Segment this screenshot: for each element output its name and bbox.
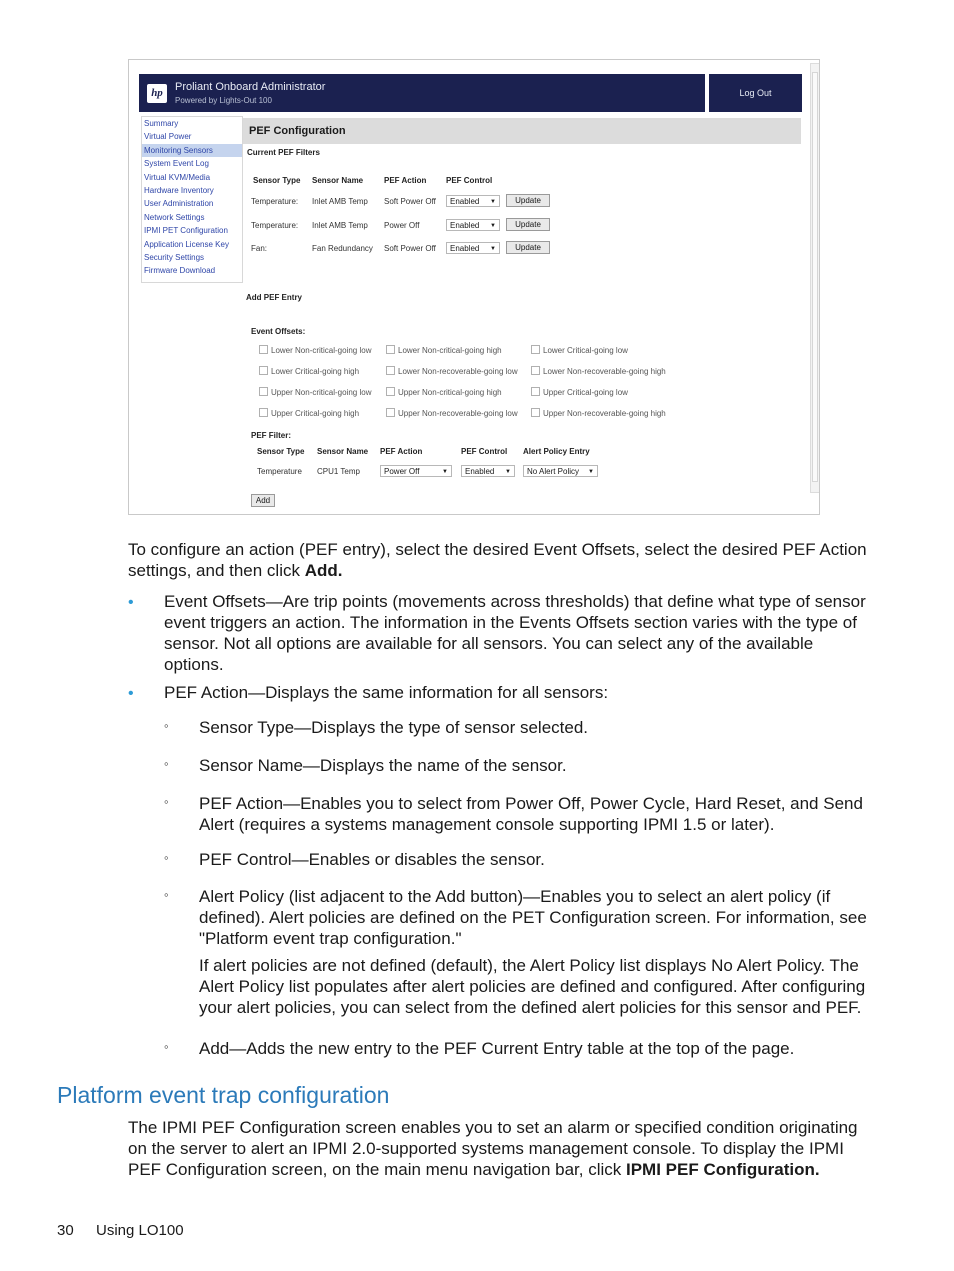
content-pane [243, 116, 801, 511]
filter-row-3-update-button[interactable]: Update [506, 241, 550, 254]
new-filter-name: CPU1 Temp [317, 467, 360, 476]
pef-configuration-screenshot [128, 59, 820, 515]
nav-item-firmware-download[interactable]: Firmware Download [144, 266, 216, 276]
filter-row-1-control-value: Enabled [450, 197, 480, 206]
offset-checkbox[interactable] [259, 387, 371, 397]
offset-checkbox[interactable] [259, 366, 359, 376]
checkbox-icon [386, 387, 395, 396]
filter-row-2-action: Power Off [384, 221, 420, 230]
alert-policy-note: If alert policies are not defined (default), the Alert Policy list displays No Alert Policy. The Alert Policy list populates after alert policies are defined and configured. After configuring your alert policies, you can select from the defined alert policies for this sensor and PEF. [199, 956, 866, 1017]
filter-row-3-type: Fan: [251, 244, 268, 253]
offset-label: Lower Non-recoverable-going low [398, 367, 518, 376]
nav-item-application-license-key[interactable]: Application License Key [144, 239, 229, 249]
nav-item-summary[interactable]: Summary [144, 119, 179, 128]
current-filters-heading: Current PEF Filters [247, 148, 320, 157]
offset-label: Lower Non-recoverable-going high [543, 367, 666, 376]
section-paragraph [128, 1117, 868, 1180]
offset-checkbox[interactable] [259, 408, 359, 418]
filter-row-1-action: Soft Power Off [384, 197, 436, 206]
intro-text: To configure an action (PEF entry), select the desired Event Offsets, select the desired PEF Action settings, and then click [128, 540, 867, 580]
nav-item-system-event-log[interactable]: System Event Log [144, 159, 209, 169]
checkbox-icon [259, 387, 268, 396]
chevron-down-icon: ▼ [442, 469, 448, 475]
filter-row-3-action: Soft Power Off [384, 244, 436, 253]
new-col-sensor-name: Sensor Name [317, 447, 369, 456]
chevron-down-icon: ▼ [588, 469, 594, 475]
col-sensor-type: Sensor Type [253, 176, 301, 185]
offset-label: Lower Critical-going low [543, 346, 628, 355]
checkbox-icon [531, 345, 540, 354]
sub-item-sensor-type: Sensor Type—Displays the type of sensor selected. [199, 718, 588, 737]
checkbox-icon [259, 345, 268, 354]
scrollbar-thumb[interactable] [812, 72, 818, 482]
offset-checkbox[interactable] [259, 345, 371, 355]
nav-item-user-administration[interactable]: User Administration [144, 199, 214, 209]
intro-paragraph [128, 539, 868, 581]
alert-policy-select[interactable] [523, 465, 598, 477]
section-text: The IPMI PEF Configuration screen enables you to set an alarm or specified condition originating on the server to alert an IPMI 2.0-supported systems management console. To display the IPMI PEF Configuration screen, on the main menu navigation bar, click [128, 1118, 858, 1179]
checkbox-icon [531, 387, 540, 396]
checkbox-icon [386, 366, 395, 375]
logout-button[interactable]: Log Out [709, 74, 802, 112]
nav-item-virtual-power[interactable]: Virtual Power [144, 132, 192, 142]
bullet-marker: • [128, 594, 134, 611]
offset-checkbox[interactable] [531, 345, 628, 355]
nav-item-security-settings[interactable]: Security Settings [144, 252, 205, 262]
col-pef-action: PEF Action [384, 176, 427, 185]
chevron-down-icon: ▼ [490, 246, 496, 252]
offset-checkbox[interactable] [386, 408, 518, 418]
pef-control-select[interactable] [461, 465, 515, 477]
pef-control-value: Enabled [465, 467, 495, 476]
filter-row-2-name: Inlet AMB Temp [312, 221, 368, 230]
app-header [139, 74, 705, 112]
pef-action-value: Power Off [384, 467, 420, 476]
bullet-event-offsets: Event Offsets—Are trip points (movements across thresholds) that define what type of sensor event triggers an action. The information in the Events Offsets section varies with the type of sensor. Not all options are available for all sensors. You can select any of the available options. [164, 592, 866, 674]
filter-row-1-update-button[interactable]: Update [506, 194, 550, 207]
sub-bullet-marker: ◦ [164, 850, 169, 865]
new-col-sensor-type: Sensor Type [257, 447, 305, 456]
filter-row-2-control-select[interactable] [446, 219, 500, 231]
checkbox-icon [531, 366, 540, 375]
offset-label: Upper Non-recoverable-going high [543, 409, 666, 418]
sub-bullet-marker: ◦ [164, 1039, 169, 1054]
offset-label: Upper Non-recoverable-going low [398, 409, 518, 418]
nav-item-monitoring-sensors[interactable]: Monitoring Sensors [142, 144, 242, 157]
new-col-pef-action: PEF Action [380, 447, 423, 456]
filter-row-2-control-value: Enabled [450, 221, 480, 230]
sub-item-pef-action: PEF Action—Enables you to select from Power Off, Power Cycle, Hard Reset, and Send Alert (requires a systems management console supporting IPMI 1.5 or later). [199, 794, 863, 834]
col-pef-control: PEF Control [446, 176, 493, 185]
new-col-pef-control: PEF Control [461, 447, 508, 456]
pef-action-select[interactable] [380, 465, 452, 477]
sub-bullet-marker: ◦ [164, 887, 169, 902]
filter-row-1-name: Inlet AMB Temp [312, 197, 368, 206]
offset-checkbox[interactable] [531, 387, 628, 397]
nav-item-ipmi-pet-configuration[interactable]: IPMI PET Configuration [144, 226, 228, 236]
alert-policy-value: No Alert Policy [527, 467, 580, 476]
sub-bullet-marker: ◦ [164, 756, 169, 771]
offset-label: Lower Critical-going high [271, 367, 360, 376]
checkbox-icon [259, 366, 268, 375]
pef-filter-label: PEF Filter: [251, 431, 292, 440]
sidebar-nav [141, 116, 243, 283]
checkbox-icon [386, 345, 395, 354]
filter-row-1-control-select[interactable] [446, 195, 500, 207]
offset-label: Upper Critical-going low [543, 388, 628, 397]
sub-item-pef-control: PEF Control—Enables or disables the sensor. [199, 850, 545, 869]
offset-checkbox[interactable] [531, 408, 666, 418]
sub-item-add: Add—Adds the new entry to the PEF Current Entry table at the top of the page. [199, 1039, 795, 1058]
col-sensor-name: Sensor Name [312, 176, 364, 185]
sub-item-sensor-name: Sensor Name—Displays the name of the sensor. [199, 756, 567, 775]
filter-row-2-type: Temperature: [251, 221, 299, 230]
chevron-down-icon: ▼ [505, 469, 511, 475]
app-subtitle: Powered by Lights-Out 100 [175, 96, 272, 105]
offset-checkbox[interactable] [386, 366, 518, 376]
filter-row-2-update-button[interactable]: Update [506, 218, 550, 231]
filter-row-3-control-value: Enabled [450, 244, 480, 253]
sub-item-alert-policy: Alert Policy (list adjacent to the Add button)—Enables you to select an alert policy (if defined). Alert policies are defined on the PET Configuration screen. For information, see "Platform event trap configuration." [199, 887, 867, 948]
offset-label: Upper Critical-going high [271, 409, 360, 418]
new-col-alert-policy: Alert Policy Entry [523, 447, 590, 456]
offset-label: Upper Non-critical-going low [271, 388, 372, 397]
add-entry-heading: Add PEF Entry [246, 293, 303, 302]
checkbox-icon [259, 408, 268, 417]
page-title: PEF Configuration [243, 118, 801, 144]
offset-checkbox[interactable] [386, 387, 502, 397]
nav-item-virtual-kvm-media[interactable]: Virtual KVM/Media [144, 172, 211, 182]
filter-row-3-name: Fan Redundancy [312, 244, 373, 253]
vertical-scrollbar[interactable] [810, 63, 820, 493]
bullet-marker: • [128, 685, 134, 702]
bullet-pef-action: PEF Action—Displays the same information for all sensors: [164, 683, 609, 702]
filter-row-1-type: Temperature: [251, 197, 299, 206]
sub-bullet-marker: ◦ [164, 718, 169, 733]
nav-item-hardware-inventory[interactable]: Hardware Inventory [144, 185, 214, 195]
chevron-down-icon: ▼ [490, 199, 496, 205]
chevron-down-icon: ▼ [490, 223, 496, 229]
checkbox-icon [531, 408, 540, 417]
filter-row-3-control-select[interactable] [446, 242, 500, 254]
sub-bullet-marker: ◦ [164, 794, 169, 809]
checkbox-icon [386, 408, 395, 417]
section-bold: IPMI PEF Configuration. [626, 1160, 820, 1179]
offset-label: Lower Non-critical-going low [271, 346, 372, 355]
new-filter-type: Temperature [257, 467, 302, 476]
app-title: Proliant Onboard Administrator [175, 81, 326, 93]
footer-text: Using LO100 [96, 1222, 184, 1239]
offset-checkbox[interactable] [531, 366, 666, 376]
section-heading: Platform event trap configuration [57, 1082, 390, 1108]
intro-bold: Add. [304, 561, 343, 580]
offset-label: Upper Non-critical-going high [398, 388, 502, 397]
event-offsets-label: Event Offsets: [251, 327, 306, 336]
offset-label: Lower Non-critical-going high [398, 346, 502, 355]
nav-item-network-settings[interactable]: Network Settings [144, 212, 205, 222]
offset-checkbox[interactable] [386, 345, 502, 355]
page-number: 30 [57, 1222, 74, 1239]
hp-logo: hp [147, 84, 167, 103]
add-button[interactable]: Add [251, 494, 275, 507]
